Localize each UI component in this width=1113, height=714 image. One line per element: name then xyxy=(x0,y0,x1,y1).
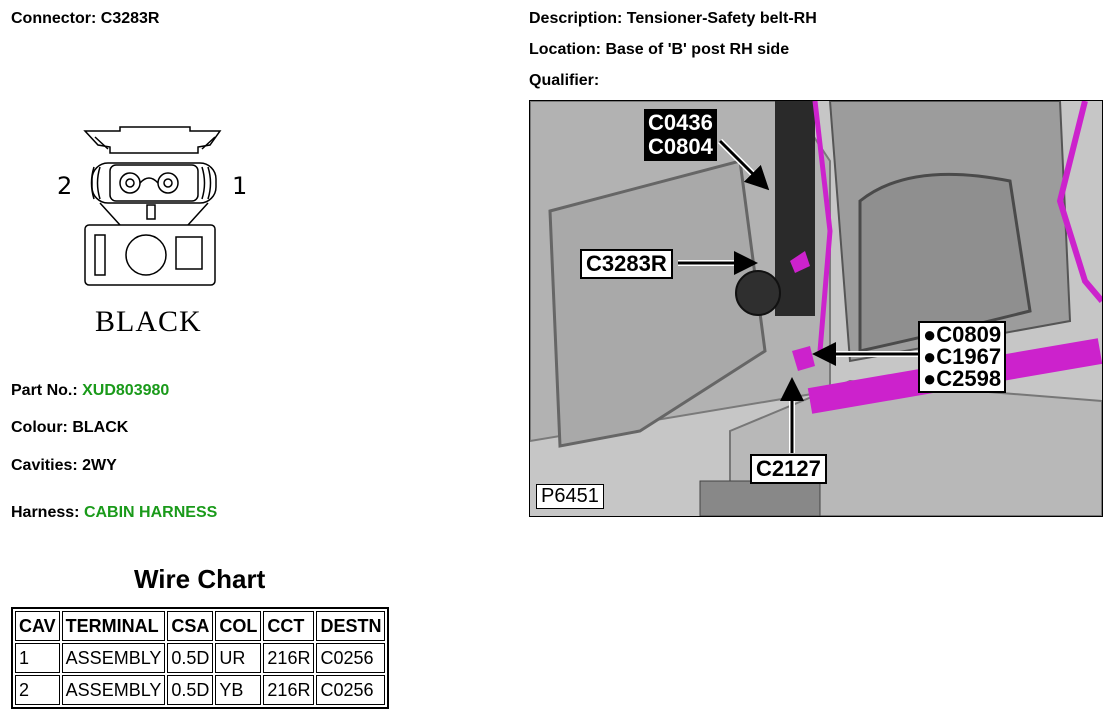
cell-csa: 0.5D xyxy=(167,675,213,705)
location-value: Base of 'B' post RH side xyxy=(605,41,790,58)
cavities-value: 2WY xyxy=(82,457,117,474)
cavities-row xyxy=(11,457,117,475)
callout-c2598: C2598 xyxy=(936,366,1002,391)
harness-link[interactable]: CABIN HARNESS xyxy=(83,504,218,521)
colour-row xyxy=(11,419,128,437)
cell-cav: 1 xyxy=(15,643,60,673)
cell-destn: C0256 xyxy=(316,643,385,673)
cell-cct: 216R xyxy=(263,675,314,705)
header-cav: CAV xyxy=(15,611,60,641)
diagram-colour-text: BLACK xyxy=(95,305,202,338)
qualifier-label: Qualifier: xyxy=(529,72,600,89)
header-csa: CSA xyxy=(167,611,213,641)
callout-c2127: C2127 xyxy=(750,454,827,484)
callout-c2598-row xyxy=(923,368,1001,390)
harness-label: Harness: xyxy=(11,504,80,521)
header-destn: DESTN xyxy=(316,611,385,641)
callout-c1967-row xyxy=(923,346,1001,368)
description-value: Tensioner-Safety belt-RH xyxy=(626,10,817,27)
colour-label: Colour: xyxy=(11,419,68,436)
description-row xyxy=(529,10,817,28)
cell-cct: 216R xyxy=(263,643,314,673)
table-row xyxy=(15,643,385,673)
part-no-link[interactable]: XUD803980 xyxy=(82,382,170,399)
callout-c3283r: C3283R xyxy=(580,249,673,279)
cell-col: UR xyxy=(215,643,261,673)
location-label: Location: xyxy=(529,41,601,58)
pin-1-label: 1 xyxy=(232,172,248,200)
callout-c0436: C0436 xyxy=(648,110,713,135)
wire-chart-table xyxy=(11,607,389,709)
connector-value: C3283R xyxy=(100,10,160,27)
callout-group-c0809 xyxy=(918,321,1006,393)
photo-ref-label: P6451 xyxy=(536,484,604,509)
header-terminal: TERMINAL xyxy=(62,611,166,641)
header-cct: CCT xyxy=(263,611,314,641)
callout-c1967: C1967 xyxy=(936,344,1002,369)
callout-c0809: C0809 xyxy=(936,322,1002,347)
cell-terminal: ASSEMBLY xyxy=(62,675,166,705)
description-label: Description: xyxy=(529,10,623,27)
cell-col: YB xyxy=(215,675,261,705)
qualifier-row xyxy=(529,72,599,90)
location-photo xyxy=(529,100,1103,517)
part-no-row xyxy=(11,382,169,400)
bullet-icon: ● xyxy=(923,366,937,391)
cell-csa: 0.5D xyxy=(167,643,213,673)
wire-chart-header-row xyxy=(15,611,385,641)
bullet-icon: ● xyxy=(923,322,937,347)
colour-value: BLACK xyxy=(72,419,129,436)
table-row xyxy=(15,675,385,705)
cell-destn: C0256 xyxy=(316,675,385,705)
wire-chart-title: Wire Chart xyxy=(134,564,266,594)
location-row xyxy=(529,41,789,59)
header-col: COL xyxy=(215,611,261,641)
connector-face-diagram xyxy=(80,125,240,290)
cell-terminal: ASSEMBLY xyxy=(62,643,166,673)
pin-2-label: 2 xyxy=(57,172,73,200)
cell-cav: 2 xyxy=(15,675,60,705)
callout-c0809-row xyxy=(923,324,1001,346)
part-no-label: Part No.: xyxy=(11,382,78,399)
connector-label: Connector: xyxy=(11,10,97,27)
callout-c0436-c0804 xyxy=(644,109,717,161)
bullet-icon: ● xyxy=(923,344,937,369)
connector-row xyxy=(11,10,159,28)
cavities-label: Cavities: xyxy=(11,457,78,474)
harness-row xyxy=(11,504,217,522)
callout-c0804: C0804 xyxy=(648,134,713,159)
